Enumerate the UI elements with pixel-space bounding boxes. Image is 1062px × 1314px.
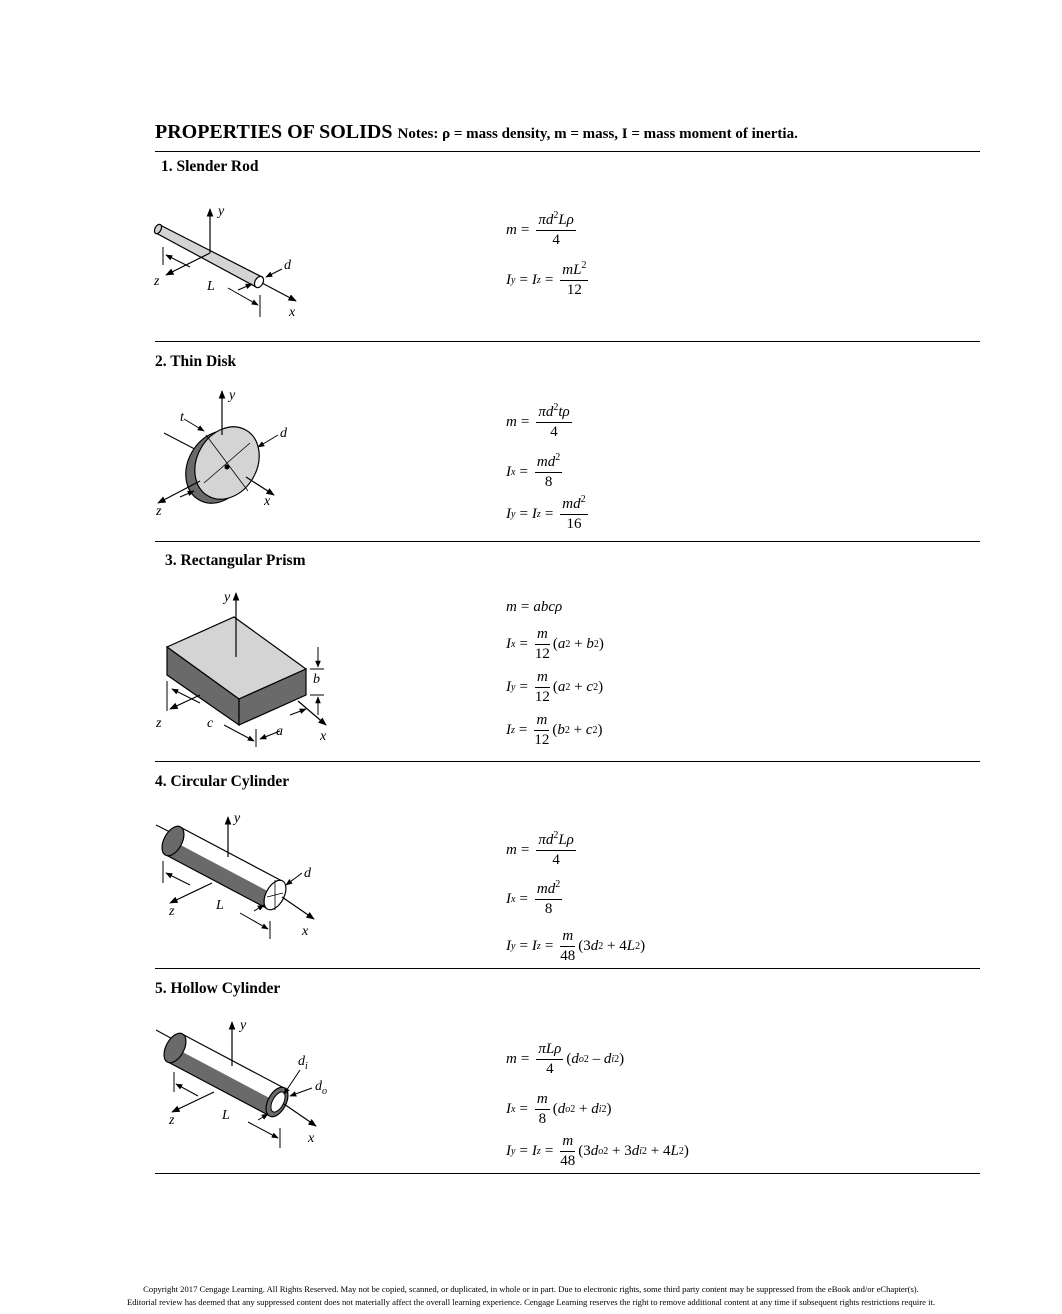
formula-cyl-mass: m = $\frac{\pi d^2L\rho}{4}$ xyxy=(506,830,574,868)
axis-label-z: z xyxy=(169,1113,175,1128)
copyright-line-1: Copyright 2017 Cengage Learning. All Rights Reserved. May not be copied, scanned, or duplicated, in whole or in part. Due to electronic rights, some third party content may be suppressed from the eBook and/or eChapter(s). xyxy=(143,1284,919,1294)
axis-label-x: x xyxy=(264,494,271,509)
dim-label-a: a xyxy=(276,724,283,739)
dim-label-t: t xyxy=(180,410,184,425)
axis-label-x: x xyxy=(302,924,309,939)
section-title-slender-rod: 1. Slender Rod xyxy=(161,158,259,175)
section-title-thin-disk: 2. Thin Disk xyxy=(155,353,237,370)
section-rule-5 xyxy=(155,1173,980,1174)
section-title-rectangular-prism: 3. Rectangular Prism xyxy=(165,552,306,569)
copyright-line-2: Editorial review has deemed that any suppressed content does not materially affect the overall learning experience. Cengage Learning reserves the right to remove additional content at any time if subsequent rights restrictions require it. xyxy=(126,1297,936,1307)
dim-label-do: $d_o$ xyxy=(315,1079,327,1097)
page-notes: Notes: ρ = mass density, m = mass, I = mass moment of inertia. xyxy=(397,126,798,142)
axis-label-z: z xyxy=(169,904,175,919)
formula-prism-ix: I x = $\frac{m}{12}$ ( a 2 + b 2 ) xyxy=(506,626,604,662)
hollow-cylinder-figure xyxy=(150,1012,340,1152)
formula-hollow-iyz: I y = I z = $\frac{m}{48}$ (3 d o 2 + 3 d i 2 + 4 L 2 ) xyxy=(506,1133,689,1169)
formula-disk-iyz: I y = I z = $\frac{md^2}{16}$ xyxy=(506,494,586,532)
axis-label-z: z xyxy=(154,274,160,289)
dim-label-d: d xyxy=(280,426,287,441)
formula-prism-mass: m = abcρ xyxy=(506,599,563,615)
circular-cylinder-figure xyxy=(150,805,330,945)
axis-label-y: y xyxy=(234,811,241,826)
formula-prism-iz: I z = $\frac{m}{12}$ ( b 2 + c 2 ) xyxy=(506,712,603,748)
formula-prism-iy: I y = $\frac{m}{12}$ ( a 2 + c 2 ) xyxy=(506,669,604,705)
dim-label-d: d xyxy=(304,866,311,881)
thin-disk-figure xyxy=(150,385,300,520)
axis-label-y: y xyxy=(218,204,225,219)
dim-label-c: c xyxy=(207,716,214,731)
section-title-hollow-cylinder: 5. Hollow Cylinder xyxy=(155,980,281,997)
axis-label-y: y xyxy=(224,590,231,605)
section-rule-1 xyxy=(155,341,980,342)
axis-label-x: x xyxy=(289,305,296,320)
axis-label-x: x xyxy=(320,729,327,744)
formula-hollow-mass: m = $\frac{\text{πLρ}}{4}$ ( d o 2 – d i 2 ) xyxy=(506,1041,625,1077)
dim-label-L: L xyxy=(216,898,224,913)
formula-rod-mass: m = $\frac{\pi d^2L\rho}{4}$ xyxy=(506,210,574,248)
dim-label-b: b xyxy=(313,672,320,687)
axis-label-x: x xyxy=(308,1131,315,1146)
axis-label-z: z xyxy=(156,504,162,519)
axis-label-z: z xyxy=(156,716,162,731)
formula-disk-ix: I x = $\frac{md^2}{8}$ xyxy=(506,452,561,490)
dim-label-L: L xyxy=(207,279,215,294)
slender-rod-figure xyxy=(150,195,320,325)
dim-label-d: d xyxy=(284,258,291,273)
formula-disk-mass: m = $\frac{\pi d^2t\rho}{4}$ xyxy=(506,402,570,440)
formula-hollow-ix: I x = $\frac{m}{8}$ ( d o 2 + d i 2 ) xyxy=(506,1091,612,1127)
rectangular-prism-figure xyxy=(150,585,350,750)
section-rule-4 xyxy=(155,968,980,969)
formula-cyl-iyz: I y = I z = $\frac{m}{48}$ (3 d 2 + 4 L 2 ) xyxy=(506,928,646,964)
section-rule-3 xyxy=(155,761,980,762)
dim-label-L: L xyxy=(222,1108,230,1123)
formula-cyl-ix: I x = $\frac{md^2}{8}$ xyxy=(506,879,561,917)
axis-label-y: y xyxy=(229,388,236,403)
header-rule xyxy=(155,151,980,152)
formula-rod-inertia: I y = I z = $\frac{mL^2}{12}$ xyxy=(506,260,587,298)
dim-label-di: $d_i$ xyxy=(298,1054,308,1072)
section-title-circular-cylinder: 4. Circular Cylinder xyxy=(155,773,290,790)
axis-label-y: y xyxy=(240,1018,247,1033)
page-title xyxy=(155,121,798,144)
section-rule-2 xyxy=(155,541,980,542)
page-title-text: PROPERTIES OF SOLIDS xyxy=(155,121,393,143)
